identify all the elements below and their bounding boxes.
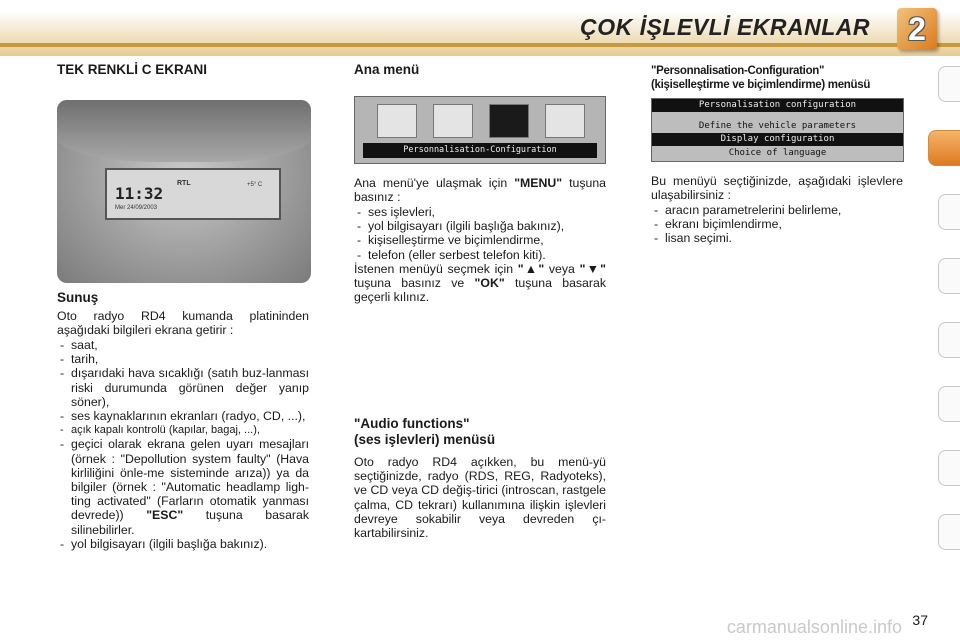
list-item: - telefon (eller serbest telefon kiti). [354, 248, 606, 262]
screen-option: Choice of language [728, 148, 827, 158]
up-key-label: "▲" [517, 262, 545, 276]
list-item: - tarih, [57, 352, 309, 366]
heading-line: (kişiselleştirme ve biçimlendirme) menüsü [651, 79, 871, 91]
chapter-tab[interactable] [938, 258, 960, 294]
list-item: - saat, [57, 338, 309, 352]
dashboard-display-photo [57, 100, 311, 283]
section-heading-main-menu: Ana menü [354, 62, 420, 77]
list-item: - ekranı biçimlendirme, [651, 217, 903, 231]
list-item: - yol bilgisayarı (ilgili başlığa bakınız). [57, 537, 309, 551]
chapter-tab[interactable] [938, 194, 960, 230]
page-number: 37 [912, 612, 928, 628]
down-key-label: "▼" [579, 262, 606, 276]
chapter-tab[interactable] [938, 450, 960, 486]
chapter-tab[interactable] [938, 514, 960, 550]
menu-list [354, 205, 606, 262]
chapter-tab[interactable] [938, 66, 960, 102]
esc-key-label: "ESC" [146, 508, 184, 523]
chapter-tab-active[interactable] [928, 130, 960, 166]
list-item: - ses işlevleri, [354, 205, 606, 219]
list-item-text: geçici olarak ekrana gelen uyarı mesajları (örnek : "Depollution system faulty" (Hava kirliliğini önle-me sisteminde arıza)) ya da bilgiler (örnek : "Automatic headlamp ligh-ting activated" (Farların otomatik yanması devrede)) [71, 437, 309, 523]
list-item: - kişiselleştirme ve biçimlendirme, [354, 233, 606, 247]
settings-menu-icon [489, 104, 529, 138]
chapter-number: 2 [897, 8, 937, 50]
menu-select-text [354, 262, 606, 305]
watermark: carmanualsonline.info [726, 617, 902, 637]
text-span: veya [544, 262, 580, 276]
info-list [57, 338, 309, 551]
screen-option: Define the vehicle parameters [698, 121, 857, 131]
heading-line: "Audio functions" [354, 416, 470, 431]
menu-key-label: "MENU" [514, 176, 563, 190]
text-span: Ana menü'ye ulaşmak için [354, 176, 515, 190]
intro-text: Oto radyo RD4 kumanda platininden aşağıdaki bilgileri ekrana getirir : [57, 309, 309, 338]
text-span: tuşuna basınız : [354, 176, 606, 205]
list-item: - ses kaynaklarının ekranları (radyo, CD, ...), [57, 409, 309, 423]
page-title: ÇOK İŞLEVLİ EKRANLAR [580, 14, 870, 40]
dashboard-hood [57, 100, 311, 162]
phone-menu-icon [545, 104, 585, 138]
list-item: - açık kapalı kontrolü (kapılar, bagaj, ...), [57, 423, 309, 437]
text-span: İstenen menüyü seçmek için [354, 262, 518, 276]
menu-access-text [354, 176, 606, 204]
chapter-tab[interactable] [938, 386, 960, 422]
screen-option-selected: Display configuration [652, 133, 903, 146]
display-source: RTL [177, 180, 191, 187]
list-item: - lisan seçimi. [651, 231, 903, 245]
display-clock: 11:32 [115, 184, 164, 203]
chapter-tabs [936, 66, 960, 574]
text-span: tuşuna basınız ve [354, 276, 475, 291]
list-item [57, 437, 309, 536]
section-heading-audio [354, 416, 495, 448]
screen-title: Personalisation configuration [652, 99, 903, 112]
text-span: tuşuna basarak geçerli kılınız. [354, 276, 606, 305]
ok-key-label: "OK" [474, 276, 505, 291]
audio-menu-icon [377, 104, 417, 138]
list-item: - aracın parametrelerini belirleme, [651, 203, 903, 217]
section-heading-personalisation [651, 64, 870, 92]
main-menu-screen [354, 96, 606, 164]
list-item-text: tuşuna basarak silinebilirler. [71, 508, 309, 537]
personalisation-list [651, 203, 903, 246]
audio-text: Oto radyo RD4 açıkken, bu menü-yü seçtiğinizde, radyo (RDS, REG, Radyoteks), ve CD veya CD değiş-tirici (introscan, rastgele çalma, CD tekrarı) kullanımına ilişkin işlevleri devreye sokabilir veya devreden çı-kartabilirsiniz. [354, 455, 606, 541]
display-temperature: +5° C [247, 182, 263, 188]
menu-caption: Personnalisation-Configuration [363, 143, 597, 158]
display-date: Mer 24/09/2003 [115, 205, 158, 211]
section-heading-sunus: Sunuş [57, 290, 99, 305]
list-item: - yol bilgisayarı (ilgili başlığa bakınız), [354, 219, 606, 233]
trip-computer-menu-icon [433, 104, 473, 138]
chapter-tab[interactable] [938, 322, 960, 358]
section-heading-monochrome: TEK RENKLİ C EKRANI [57, 62, 208, 77]
list-item: - dışarıdaki hava sıcaklığı (satıh buz-lanması riski durumunda görünen değer yanıp söner), [57, 366, 309, 409]
header-stripe [0, 43, 960, 47]
personalisation-intro: Bu menüyü seçtiğinizde, aşağıdaki işlevlere ulaşabilirsiniz : [651, 174, 903, 203]
heading-line: "Personnalisation-Configuration" [651, 65, 825, 77]
heading-line: (ses işlevleri) menüsü [354, 432, 496, 447]
personalisation-screen [651, 98, 904, 162]
display-screen [105, 168, 281, 220]
